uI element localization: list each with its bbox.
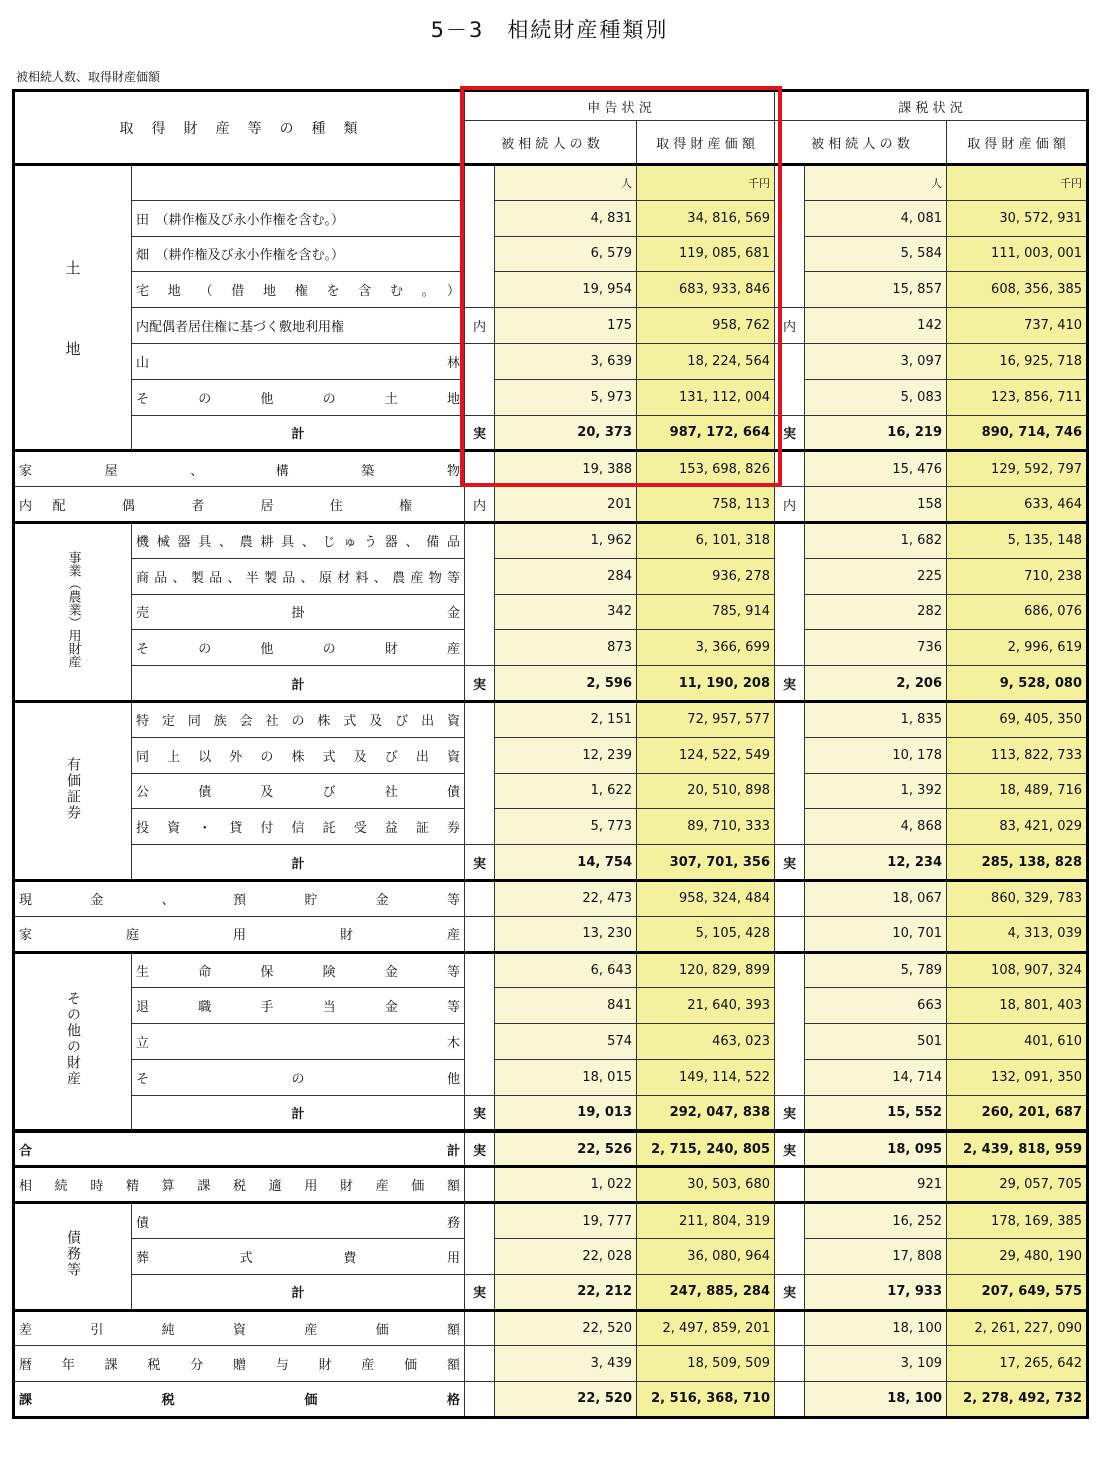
cell-declared-value: 149, 114, 522 <box>637 1059 775 1095</box>
header-taxed-value: 取 得 財 産 価 額 <box>947 121 1088 165</box>
header-declared: 申 告 状 況 <box>465 91 775 121</box>
table-row <box>14 1274 1088 1310</box>
table-row <box>14 809 1088 845</box>
row-label: その他 <box>132 1059 465 1095</box>
unit-persons: 人 <box>495 165 637 201</box>
row-label: 家屋、構築物 <box>14 451 465 487</box>
cell-declared-persons: 5, 773 <box>495 809 637 845</box>
row-label: 計 <box>132 845 465 881</box>
cell-taxed-persons: 15, 552 <box>805 1095 947 1131</box>
table-row <box>14 1382 1088 1418</box>
row-label: 投資・貸付信託受益証券 <box>132 809 465 845</box>
row-label: 商品、製品、半製品、原材料、農産物等 <box>132 558 465 594</box>
row-label: 相続時精算課税適用財産価額 <box>14 1167 465 1203</box>
row-label-part: 格 <box>446 1393 460 1409</box>
inheritance-assets-table <box>12 89 1089 1419</box>
cell-taxed-value: 30, 572, 931 <box>947 200 1088 236</box>
cell-taxed-value: 2, 261, 227, 090 <box>947 1310 1088 1346</box>
cell-taxed-persons: 14, 714 <box>805 1059 947 1095</box>
cell-taxed-persons: 282 <box>805 594 947 630</box>
cell-taxed-value: 69, 405, 350 <box>947 701 1088 737</box>
table-row <box>14 594 1088 630</box>
cell-taxed-persons: 921 <box>805 1167 947 1203</box>
cell-taxed-value: 132, 091, 350 <box>947 1059 1088 1095</box>
row-label-part: 課 <box>19 1393 95 1409</box>
cell-declared-value: 785, 914 <box>637 594 775 630</box>
cell-declared-persons: 3, 439 <box>495 1346 637 1382</box>
cell-taxed-value: 17, 265, 642 <box>947 1346 1088 1382</box>
cell-taxed-value: 129, 592, 797 <box>947 451 1088 487</box>
cell-declared-value: 958, 762 <box>637 308 775 344</box>
cell-declared-persons: 5, 973 <box>495 379 637 415</box>
cell-declared-persons: 6, 643 <box>495 952 637 988</box>
cell-declared-persons: 22, 212 <box>495 1274 637 1310</box>
cell-declared-persons: 22, 520 <box>495 1310 637 1346</box>
cell-declared-persons: 175 <box>495 308 637 344</box>
cell-declared-persons: 841 <box>495 988 637 1024</box>
table-row <box>14 272 1088 308</box>
table-row <box>14 379 1088 415</box>
table-row <box>14 558 1088 594</box>
cell-taxed-value: 737, 410 <box>947 308 1088 344</box>
cell-declared-persons: 4, 831 <box>495 200 637 236</box>
cell-declared-value: 758, 113 <box>637 487 775 523</box>
table-row <box>14 701 1088 737</box>
cell-taxed-value: 4, 313, 039 <box>947 916 1088 952</box>
cell-declared-persons: 13, 230 <box>495 916 637 952</box>
cell-declared-persons: 22, 028 <box>495 1238 637 1274</box>
cell-taxed-value: 18, 489, 716 <box>947 773 1088 809</box>
table-row <box>14 1095 1088 1131</box>
row-label: 計 <box>132 415 465 451</box>
row-label-end: 計 <box>446 1143 460 1159</box>
row-label-start: 立 <box>136 1036 150 1052</box>
cell-declared-persons: 12, 239 <box>495 737 637 773</box>
actual-mark: 実 <box>775 845 805 881</box>
cell-declared-persons: 22, 473 <box>495 880 637 916</box>
cell-taxed-persons: 18, 100 <box>805 1310 947 1346</box>
actual-mark: 実 <box>775 415 805 451</box>
group-other <box>14 952 132 1131</box>
cell-taxed-value: 608, 356, 385 <box>947 272 1088 308</box>
cell-declared-persons: 2, 151 <box>495 701 637 737</box>
table-row <box>14 1059 1088 1095</box>
group-land-top: 土 <box>65 258 81 277</box>
cell-taxed-persons: 1, 835 <box>805 701 947 737</box>
cell-declared-value: 211, 804, 319 <box>637 1203 775 1239</box>
cell-taxed-value: 2, 996, 619 <box>947 630 1088 666</box>
cell-taxed-persons: 5, 789 <box>805 952 947 988</box>
group-land-bottom: 地 <box>65 339 81 358</box>
table-row <box>14 236 1088 272</box>
table-row <box>14 1167 1088 1203</box>
table-row <box>14 952 1088 988</box>
table-row <box>14 916 1088 952</box>
cell-taxed-value: 111, 003, 001 <box>947 236 1088 272</box>
row-label-text: 配偶者居住権に基づく敷地利用権 <box>149 320 345 336</box>
cell-taxed-value: 5, 135, 148 <box>947 522 1088 558</box>
table-row <box>14 1203 1088 1239</box>
row-label: その他の土地 <box>132 379 465 415</box>
cell-taxed-value: 18, 801, 403 <box>947 988 1088 1024</box>
header-taxed: 課 税 状 況 <box>775 91 1088 121</box>
row-label-end: 務 <box>446 1215 460 1231</box>
table-row <box>14 487 1088 523</box>
inner-mark: 内 <box>19 498 41 514</box>
cell-taxed-value: 710, 238 <box>947 558 1088 594</box>
row-label <box>132 1024 465 1060</box>
row-label: 計 <box>132 1274 465 1310</box>
row-label <box>132 343 465 379</box>
cell-taxed-persons: 16, 219 <box>805 415 947 451</box>
row-label <box>14 1131 465 1167</box>
cell-declared-persons: 22, 526 <box>495 1131 637 1167</box>
cell-taxed-persons: 501 <box>805 1024 947 1060</box>
cell-declared-value: 292, 047, 838 <box>637 1095 775 1131</box>
cell-declared-value: 72, 957, 577 <box>637 701 775 737</box>
cell-declared-value: 124, 522, 549 <box>637 737 775 773</box>
header-declared-persons: 被 相 続 人 の 数 <box>465 121 637 165</box>
row-label-start: 山 <box>136 355 150 371</box>
cell-declared-value: 5, 105, 428 <box>637 916 775 952</box>
cell-taxed-persons: 142 <box>805 308 947 344</box>
inner-mark: 内 <box>775 308 805 344</box>
table-row <box>14 880 1088 916</box>
cell-declared-persons: 19, 954 <box>495 272 637 308</box>
group-debts-label: 債務等 <box>65 1230 81 1279</box>
cell-declared-persons: 1, 022 <box>495 1167 637 1203</box>
cell-declared-persons: 20, 373 <box>495 415 637 451</box>
units-row <box>14 165 1088 201</box>
cell-taxed-value: 890, 714, 746 <box>947 415 1088 451</box>
actual-mark: 実 <box>775 1131 805 1167</box>
cell-taxed-persons: 4, 868 <box>805 809 947 845</box>
cell-taxed-persons: 2, 206 <box>805 666 947 702</box>
cell-declared-value: 936, 278 <box>637 558 775 594</box>
cell-declared-value: 11, 190, 208 <box>637 666 775 702</box>
cell-declared-persons: 284 <box>495 558 637 594</box>
cell-declared-persons: 201 <box>495 487 637 523</box>
cell-taxed-value: 633, 464 <box>947 487 1088 523</box>
cell-declared-persons: 19, 388 <box>495 451 637 487</box>
cell-taxed-persons: 5, 584 <box>805 236 947 272</box>
cell-declared-value: 89, 710, 333 <box>637 809 775 845</box>
table-row <box>14 308 1088 344</box>
row-label <box>14 1382 465 1418</box>
group-debts <box>14 1203 132 1310</box>
row-label: 計 <box>132 1095 465 1131</box>
actual-mark: 実 <box>465 1095 495 1131</box>
inner-mark: 内 <box>465 308 495 344</box>
table-row <box>14 737 1088 773</box>
cell-declared-value: 119, 085, 681 <box>637 236 775 272</box>
cell-taxed-persons: 10, 701 <box>805 916 947 952</box>
inner-mark: 内 <box>465 487 495 523</box>
table-subtitle: 被相続人数、取得財産価額 <box>16 70 161 84</box>
cell-declared-persons: 19, 777 <box>495 1203 637 1239</box>
row-label: 差引純資産価額 <box>14 1310 465 1346</box>
cell-taxed-persons: 16, 252 <box>805 1203 947 1239</box>
cell-taxed-value: 16, 925, 718 <box>947 343 1088 379</box>
cell-taxed-value: 2, 278, 492, 732 <box>947 1382 1088 1418</box>
cell-declared-value: 18, 224, 564 <box>637 343 775 379</box>
cell-declared-persons: 19, 013 <box>495 1095 637 1131</box>
row-label: 暦年課税分贈与財産価額 <box>14 1346 465 1382</box>
row-label-start: 合 <box>19 1143 33 1159</box>
cell-taxed-value: 83, 421, 029 <box>947 809 1088 845</box>
table-row <box>14 988 1088 1024</box>
cell-taxed-value: 860, 329, 783 <box>947 880 1088 916</box>
cell-declared-persons: 2, 596 <box>495 666 637 702</box>
table-row <box>14 1238 1088 1274</box>
table-row <box>14 200 1088 236</box>
cell-taxed-persons: 18, 067 <box>805 880 947 916</box>
cell-declared-persons: 6, 579 <box>495 236 637 272</box>
cell-declared-value: 131, 112, 004 <box>637 379 775 415</box>
cell-declared-value: 3, 366, 699 <box>637 630 775 666</box>
inner-mark: 内 <box>775 487 805 523</box>
page-title: 5－3 相続財産種類別 <box>430 18 669 42</box>
cell-declared-value: 21, 640, 393 <box>637 988 775 1024</box>
table-row <box>14 845 1088 881</box>
row-label-end: 木 <box>446 1036 460 1052</box>
row-label-text: 配偶者居住権 <box>52 498 460 514</box>
cell-taxed-value: 285, 138, 828 <box>947 845 1088 881</box>
row-label: 家庭用財産 <box>14 916 465 952</box>
row-label: 宅地（借地権を含む。） <box>132 272 465 308</box>
table-row <box>14 630 1088 666</box>
cell-taxed-value: 9, 528, 080 <box>947 666 1088 702</box>
row-label: 計 <box>132 666 465 702</box>
unit-value: 千円 <box>637 165 775 201</box>
group-business-label: 事業（農業）用財産 <box>65 551 81 669</box>
cell-taxed-persons: 15, 857 <box>805 272 947 308</box>
cell-taxed-persons: 17, 933 <box>805 1274 947 1310</box>
group-securities <box>14 701 132 880</box>
row-label: 現金、預貯金等 <box>14 880 465 916</box>
cell-taxed-persons: 10, 178 <box>805 737 947 773</box>
cell-taxed-persons: 3, 109 <box>805 1346 947 1382</box>
cell-taxed-persons: 18, 095 <box>805 1131 947 1167</box>
header-taxed-persons: 被 相 続 人 の 数 <box>775 121 947 165</box>
cell-taxed-persons: 12, 234 <box>805 845 947 881</box>
cell-taxed-persons: 15, 476 <box>805 451 947 487</box>
cell-declared-persons: 18, 015 <box>495 1059 637 1095</box>
cell-declared-persons: 873 <box>495 630 637 666</box>
cell-taxed-value: 113, 822, 733 <box>947 737 1088 773</box>
row-label: 売掛金 <box>132 594 465 630</box>
cell-declared-persons: 342 <box>495 594 637 630</box>
row-label: 退職手当金等 <box>132 988 465 1024</box>
cell-taxed-value: 686, 076 <box>947 594 1088 630</box>
row-label: 生命保険金等 <box>132 952 465 988</box>
table-row <box>14 1024 1088 1060</box>
cell-declared-value: 307, 701, 356 <box>637 845 775 881</box>
cell-declared-persons: 1, 622 <box>495 773 637 809</box>
cell-declared-persons: 14, 754 <box>495 845 637 881</box>
table-row <box>14 666 1088 702</box>
cell-declared-value: 2, 516, 368, 710 <box>637 1382 775 1418</box>
cell-taxed-persons: 158 <box>805 487 947 523</box>
row-label: 田 （耕作権及び永小作権を含む。） <box>132 200 465 236</box>
table-row <box>14 1131 1088 1167</box>
cell-taxed-value: 29, 057, 705 <box>947 1167 1088 1203</box>
cell-taxed-value: 178, 169, 385 <box>947 1203 1088 1239</box>
cell-declared-persons: 574 <box>495 1024 637 1060</box>
cell-taxed-persons: 663 <box>805 988 947 1024</box>
cell-declared-persons: 1, 962 <box>495 522 637 558</box>
header-row-1 <box>14 91 1088 121</box>
row-label: 同上以外の株式及び出資 <box>132 737 465 773</box>
row-label: 公債及び社債 <box>132 773 465 809</box>
row-label-start: 債 <box>136 1215 150 1231</box>
group-securities-label: 有価証券 <box>65 756 81 821</box>
actual-mark: 実 <box>465 666 495 702</box>
cell-declared-value: 120, 829, 899 <box>637 952 775 988</box>
cell-declared-value: 683, 933, 846 <box>637 272 775 308</box>
actual-mark: 実 <box>775 1274 805 1310</box>
cell-taxed-persons: 225 <box>805 558 947 594</box>
actual-mark: 実 <box>775 1095 805 1131</box>
cell-taxed-value: 123, 856, 711 <box>947 379 1088 415</box>
actual-mark: 実 <box>465 845 495 881</box>
table-row <box>14 1310 1088 1346</box>
table-row <box>14 773 1088 809</box>
header-declared-value: 取 得 財 産 価 額 <box>637 121 775 165</box>
row-label-end: 林 <box>446 355 460 371</box>
unit-persons-taxed: 人 <box>805 165 947 201</box>
cell-declared-value: 987, 172, 664 <box>637 415 775 451</box>
cell-taxed-value: 401, 610 <box>947 1024 1088 1060</box>
row-label <box>14 487 465 523</box>
cell-taxed-persons: 17, 808 <box>805 1238 947 1274</box>
actual-mark: 実 <box>465 1274 495 1310</box>
row-label: 機械器具、農耕具、じゅう器、備品 <box>132 522 465 558</box>
cell-declared-value: 2, 715, 240, 805 <box>637 1131 775 1167</box>
cell-taxed-persons: 18, 100 <box>805 1382 947 1418</box>
group-business <box>14 522 132 701</box>
unit-value-taxed: 千円 <box>947 165 1088 201</box>
inner-mark: 内 <box>136 320 150 336</box>
table-row <box>14 343 1088 379</box>
cell-declared-value: 2, 497, 859, 201 <box>637 1310 775 1346</box>
cell-declared-value: 34, 816, 569 <box>637 200 775 236</box>
row-label-part: 価 <box>304 1393 380 1409</box>
group-land <box>14 165 132 451</box>
cell-declared-value: 18, 509, 509 <box>637 1346 775 1382</box>
cell-declared-value: 463, 023 <box>637 1024 775 1060</box>
header-category: 取 得 財 産 等 の 種 類 <box>14 91 465 165</box>
row-label: その他の財産 <box>132 630 465 666</box>
cell-declared-value: 958, 324, 484 <box>637 880 775 916</box>
cell-taxed-persons: 4, 081 <box>805 200 947 236</box>
actual-mark: 実 <box>775 666 805 702</box>
row-label <box>132 308 465 344</box>
cell-taxed-value: 108, 907, 324 <box>947 952 1088 988</box>
table-row <box>14 1346 1088 1382</box>
cell-declared-value: 36, 080, 964 <box>637 1238 775 1274</box>
cell-taxed-persons: 3, 097 <box>805 343 947 379</box>
cell-taxed-value: 260, 201, 687 <box>947 1095 1088 1131</box>
group-other-label: その他の財産 <box>65 991 81 1088</box>
row-label-part: 税 <box>161 1393 238 1409</box>
cell-declared-value: 6, 101, 318 <box>637 522 775 558</box>
row-label: 葬式費用 <box>132 1238 465 1274</box>
table-row <box>14 451 1088 487</box>
cell-declared-value: 30, 503, 680 <box>637 1167 775 1203</box>
cell-taxed-persons: 5, 083 <box>805 379 947 415</box>
cell-taxed-value: 29, 480, 190 <box>947 1238 1088 1274</box>
cell-taxed-persons: 1, 682 <box>805 522 947 558</box>
cell-taxed-persons: 736 <box>805 630 947 666</box>
cell-declared-value: 20, 510, 898 <box>637 773 775 809</box>
cell-declared-value: 247, 885, 284 <box>637 1274 775 1310</box>
table-row <box>14 522 1088 558</box>
row-label: 畑 （耕作権及び永小作権を含む。） <box>132 236 465 272</box>
actual-mark: 実 <box>465 415 495 451</box>
cell-taxed-value: 207, 649, 575 <box>947 1274 1088 1310</box>
row-label: 特定同族会社の株式及び出資 <box>132 701 465 737</box>
cell-declared-persons: 3, 639 <box>495 343 637 379</box>
cell-taxed-value: 2, 439, 818, 959 <box>947 1131 1088 1167</box>
cell-declared-value: 153, 698, 826 <box>637 451 775 487</box>
actual-mark: 実 <box>465 1131 495 1167</box>
row-label <box>132 1203 465 1239</box>
cell-taxed-persons: 1, 392 <box>805 773 947 809</box>
cell-declared-persons: 22, 520 <box>495 1382 637 1418</box>
table-row <box>14 415 1088 451</box>
